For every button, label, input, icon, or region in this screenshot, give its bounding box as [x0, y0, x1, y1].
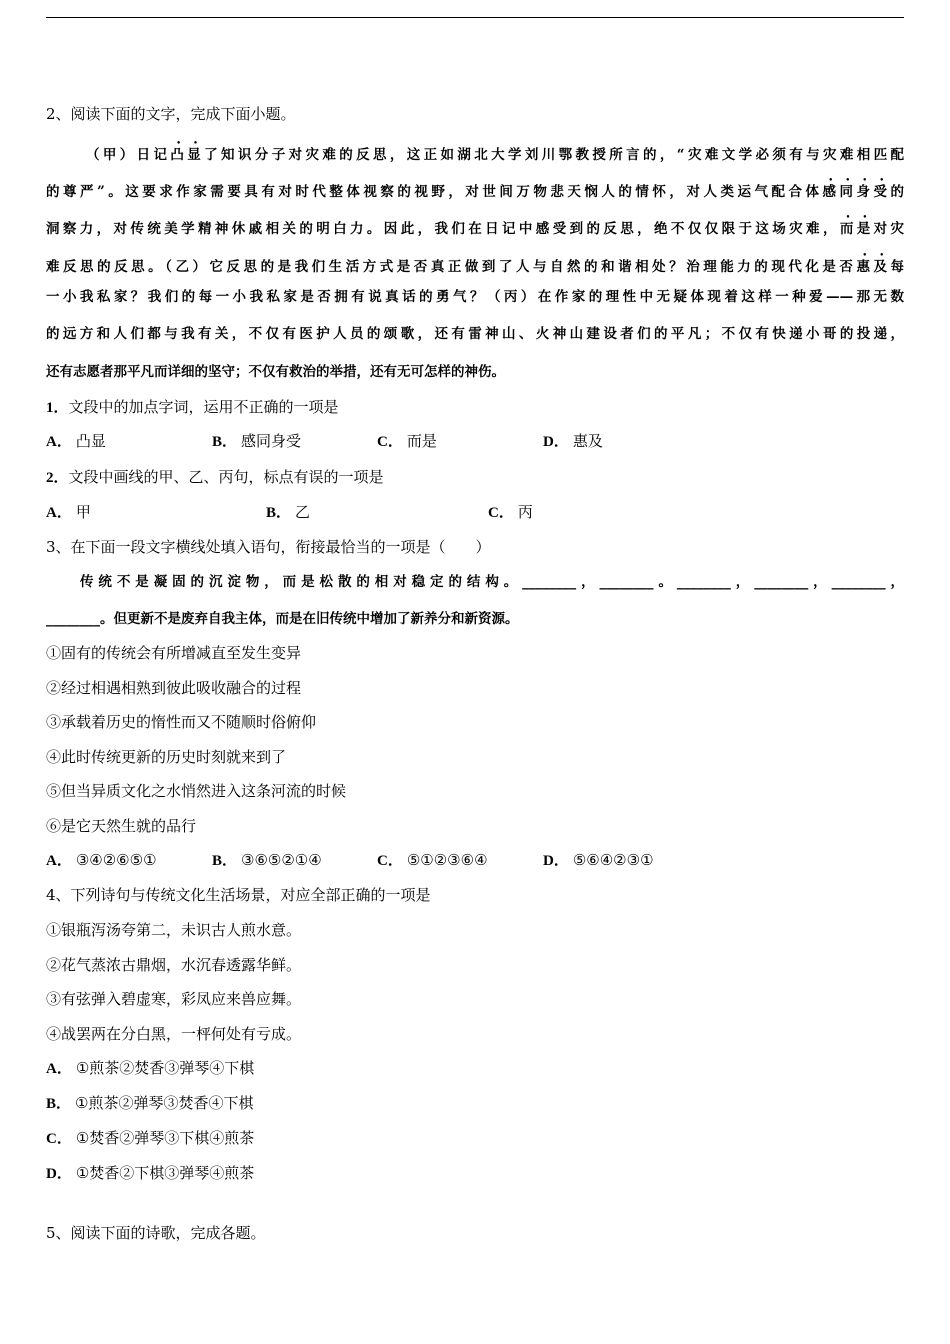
q2-para-line-3: 洞察力，对传统美学精神休戚相关的明白力。因此，我们在日记中感受到的反思，绝不仅仅限于这场灾难，而是对灾	[46, 221, 905, 237]
dotted-word-4: 惠及	[856, 259, 891, 275]
q3-option-b[interactable]: B． ③⑥⑤②①④	[212, 851, 322, 869]
q3-passage-line-1: 传统不是凝固的沉淀物，而是松散的相对稳定的结构。________，________。________，________，________，	[80, 574, 904, 590]
q5-title: 5、阅读下面的诗歌，完成各题。	[46, 1224, 266, 1242]
q2-sub1-stem: 1．文段中的加点字词，运用不正确的一项是	[46, 398, 339, 416]
q3-item-2: ②经过相遇相熟到彼此吸收融合的过程	[46, 679, 302, 697]
q4-title: 4、下列诗句与传统文化生活场景，对应全部正确的一项是	[46, 886, 431, 904]
q2-para-line-4: 难反思的反思。（乙）它反思的是我们生活方式是否真正做到了人与自然的和谐相处？治理能力的现代化是否惠及每	[46, 259, 905, 275]
dotted-word-1: 凸显	[170, 147, 205, 163]
q2-para-line-5: 一小我私家？我们的每一小我私家是否拥有说真话的勇气？（丙）在作家的理性中无疑体现着这样一种爱——那无数	[46, 289, 904, 305]
q2-sub1-option-c[interactable]: C． 而是	[377, 432, 437, 450]
q3-item-1: ①固有的传统会有所增减直至发生变异	[46, 644, 302, 662]
q3-passage-line-2: ________。但更新不是废弃自我主体，而是在旧传统中增加了新养分和新资源。	[46, 611, 519, 627]
q2-para-line-7: 还有志愿者那平凡而详细的坚守；不仅有救治的举措，还有无可怎样的神伤。	[46, 364, 505, 380]
q3-option-a[interactable]: A． ③④②⑥⑤①	[46, 851, 157, 869]
q4-item-3: ③有弦弹入碧虚寒，彩凤应来兽应舞。	[46, 990, 302, 1008]
dotted-word-3: 而是	[839, 221, 874, 237]
q4-option-d[interactable]: D． ①焚香②下棋③弹琴④煎茶	[46, 1164, 255, 1182]
q4-option-c[interactable]: C． ①焚香②弹琴③下棋④煎茶	[46, 1129, 255, 1147]
q2-title: 2、阅读下面的文字，完成下面小题。	[46, 105, 296, 123]
q2-sub1-option-d[interactable]: D． 惠及	[543, 432, 603, 450]
q2-sub2-option-a[interactable]: A． 甲	[46, 503, 91, 521]
q3-item-6: ⑥是它天然生就的品行	[46, 817, 197, 835]
q2-sub2-option-b[interactable]: B． 乙	[266, 503, 311, 521]
q3-item-3: ③承载着历史的惰性而又不随顺时俗俯仰	[46, 713, 317, 731]
q3-item-5: ⑤但当异质文化之水悄然进入这条河流的时候	[46, 782, 347, 800]
q2-para-line-6: 的远方和人们都与我有关，不仅有医护人员的颂歌，还有雷神山、火神山建设者们的平凡；不仅有快递小哥的投递，	[46, 326, 904, 342]
q4-option-b[interactable]: B． ①煎茶②弹琴③焚香④下棋	[46, 1094, 254, 1112]
q2-sub1-option-a[interactable]: A． 凸显	[46, 432, 106, 450]
q3-item-4: ④此时传统更新的历史时刻就来到了	[46, 748, 287, 766]
q4-item-1: ①银瓶泻汤夸第二，未识古人煎水意。	[46, 921, 302, 939]
q2-sub2-option-c[interactable]: C． 丙	[488, 503, 533, 521]
q2-sub1-option-b[interactable]: B． 感同身受	[212, 432, 302, 450]
q2-para-line-2: 的尊严”。这要求作家需要具有对时代整体视察的视野，对世间万物悲天悯人的情怀，对人类运气配合体感同身受的	[46, 184, 905, 200]
q3-option-d[interactable]: D． ⑤⑥④②③①	[543, 851, 654, 869]
q2-para-line-1: （甲）日记凸显了知识分子对灾难的反思，这正如湖北大学刘川鄂教授所言的，“灾难文学必须有与灾难相匹配	[86, 147, 905, 163]
q4-item-4: ④战罢两在分白黑，一枰何处有亏成。	[46, 1025, 302, 1043]
q3-option-c[interactable]: C． ⑤①②③⑥④	[377, 851, 488, 869]
q4-option-a[interactable]: A． ①煎茶②焚香③弹琴④下棋	[46, 1059, 255, 1077]
q4-item-2: ②花气蒸浓古鼎烟，水沉春透露华鲜。	[46, 956, 302, 974]
header-rule	[46, 17, 904, 18]
q3-title: 3、在下面一段文字横线处填入语句，衔接最恰当的一项是（ ）	[46, 538, 491, 556]
dotted-word-2: 感同身受	[822, 184, 891, 200]
q2-sub2-stem: 2．文段中画线的甲、乙、丙句，标点有误的一项是	[46, 468, 384, 486]
